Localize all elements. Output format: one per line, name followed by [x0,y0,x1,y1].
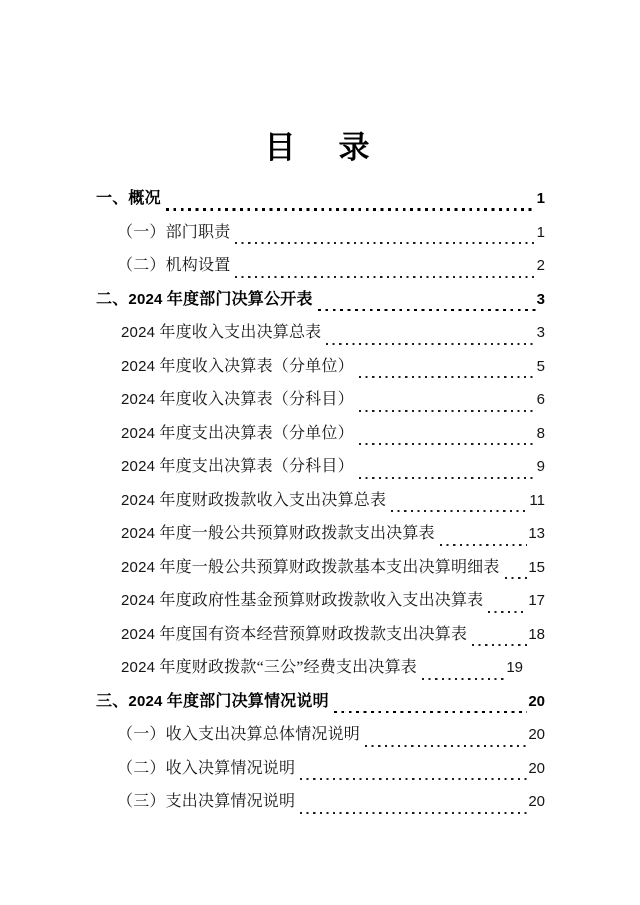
toc-entry-label: 一、概况 [96,190,161,207]
toc-entry[interactable] [96,551,545,585]
toc-entry-label: 2024 年度收入决算表（分单位） [121,357,354,375]
toc-entry-label: 2024 年度政府性基金预算财政拨款收入支出决算表 [121,592,484,609]
toc-entry[interactable] [96,718,545,752]
toc-entry[interactable] [96,651,545,685]
toc-entry[interactable] [96,618,545,652]
table-of-contents [0,182,640,819]
toc-page-number: 1 [536,223,545,241]
toc-entry-label: （二）收入决算情况说明 [117,759,296,777]
toc-entry-label: 2024 年度支出决算表（分单位） [121,424,354,442]
toc-page-number: 20 [528,726,545,743]
toc-entry[interactable] [96,584,545,618]
toc-page-number: 1 [536,190,545,207]
toc-entry[interactable] [96,417,545,451]
page-title: 目 录 [264,130,376,165]
toc-entry-label: 2024 年度一般公共预算财政拨款支出决算表 [121,525,435,542]
toc-entry[interactable] [96,383,545,417]
toc-entry-label: （二）机构设置 [117,257,231,274]
toc-entry-label: 二、2024 年度部门决算公开表 [96,290,313,308]
toc-entry[interactable] [96,350,545,384]
toc-page-number: 19 [506,659,523,676]
toc-entry[interactable] [96,249,545,283]
toc-page-number: 2 [536,257,545,274]
toc-page-number: 9 [536,458,545,475]
toc-entry-label: 2024 年度财政拨款“三公”经费支出决算表 [121,659,417,676]
toc-page-number: 20 [528,759,545,777]
toc-entry-label: 2024 年度国有资本经营预算财政拨款支出决算表 [121,625,468,643]
toc-page-number: 3 [536,324,545,341]
toc-page-number: 5 [536,357,545,375]
toc-page-number: 20 [528,692,545,710]
toc-page-number: 17 [528,592,545,609]
toc-entry-label: 2024 年度一般公共预算财政拨款基本支出决算明细表 [121,558,500,576]
toc-page-number: 3 [536,290,545,308]
toc-entry-label: 三、2024 年度部门决算情况说明 [96,692,329,710]
toc-page-number: 20 [528,793,545,810]
toc-entry[interactable] [96,685,545,719]
toc-page-number: 13 [528,525,545,542]
toc-entry-label: 2024 年度收入决算表（分科目） [121,391,354,408]
toc-entry[interactable] [96,517,545,551]
toc-entry-label: 2024 年度支出决算表（分科目） [121,458,354,475]
toc-entry-label: （一）收入支出决算总体情况说明 [117,726,361,743]
toc-entry[interactable] [96,182,545,216]
toc-entry-label: （一）部门职责 [117,223,231,241]
toc-entry[interactable] [96,752,545,786]
toc-entry-label: 2024 年度收入支出决算总表 [121,324,322,341]
toc-entry[interactable] [96,316,545,350]
toc-page-number: 8 [536,424,545,442]
toc-entry[interactable] [96,785,545,819]
toc-page-number: 15 [528,558,545,576]
toc-entry[interactable] [96,450,545,484]
toc-entry-label: 2024 年度财政拨款收入支出决算总表 [121,491,387,509]
toc-entry-label: （三）支出决算情况说明 [117,793,296,810]
toc-page-number: 11 [529,491,545,509]
toc-entry[interactable] [96,484,545,518]
toc-entry[interactable] [96,283,545,317]
toc-page-number: 6 [536,391,545,408]
toc-entry[interactable] [96,216,545,250]
toc-page-number: 18 [528,625,545,643]
